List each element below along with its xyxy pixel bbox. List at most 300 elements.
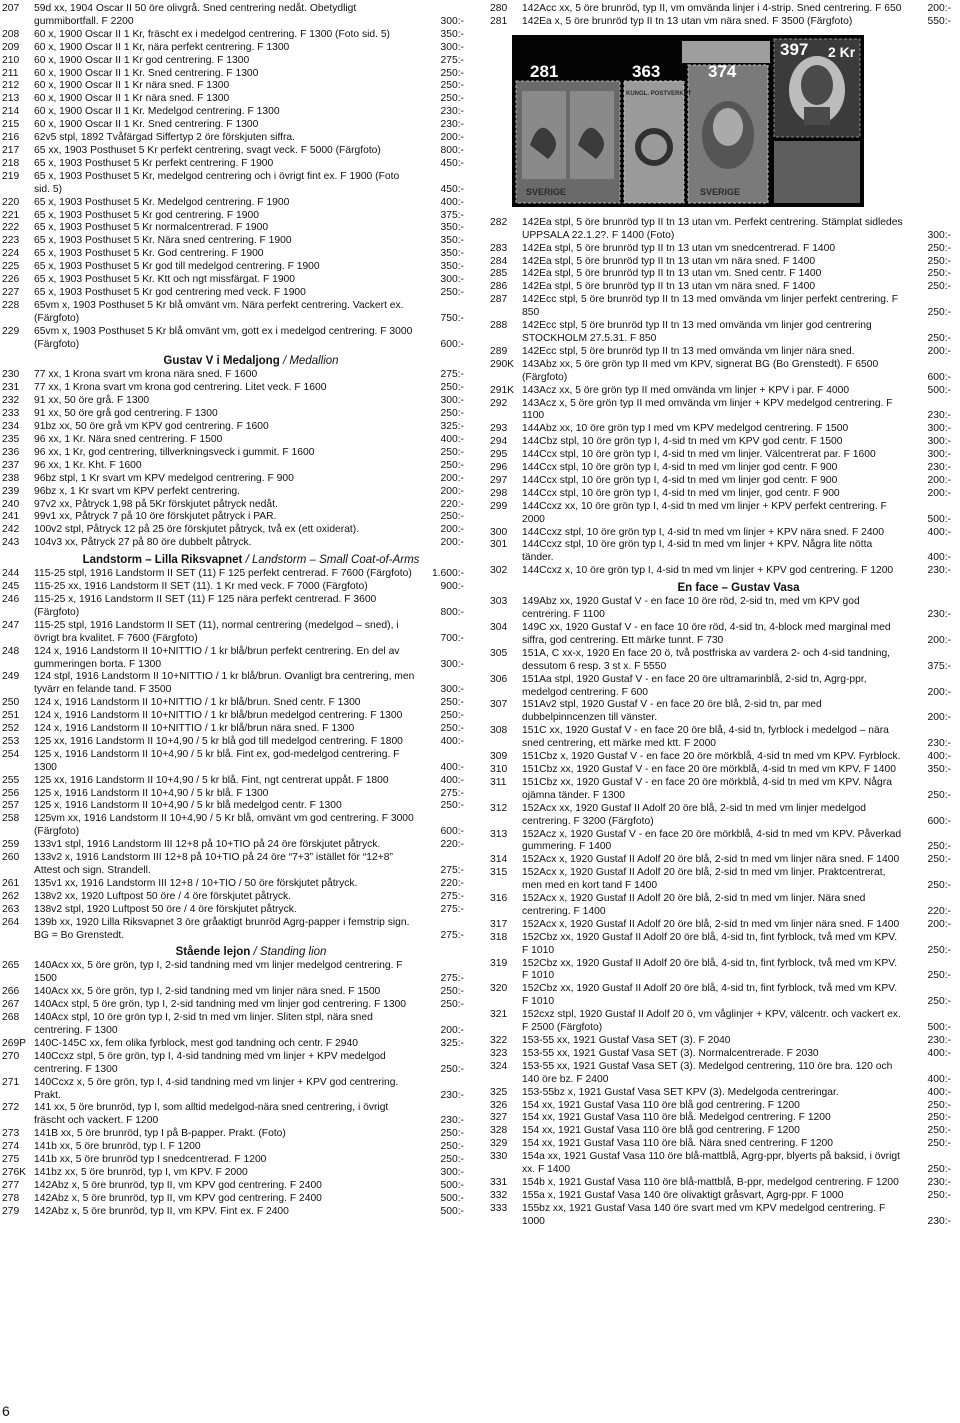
lot-description: 125 xx, 1916 Landstorm II 10+4,90 / 5 kr blå. Fint, ngt centrerat uppåt. F 1800	[34, 774, 389, 786]
lot-number: 223	[2, 235, 20, 247]
lot-entry	[490, 320, 957, 346]
lot-description: 125 x, 1916 Landstorm II 10+4,90 / 5 kr blå medelgod centr. F 1300	[34, 800, 342, 812]
lot-number: 289	[490, 345, 508, 357]
lot-description: 104v3 xx, Påtryck 27 på 80 öre dubbelt påtryck.	[34, 537, 252, 549]
lot-entry	[2, 119, 470, 132]
lot-price: 220:-	[440, 877, 464, 889]
lot-description: 141bz xx, 5 öre brunröd, typ I, vm KPV. F 2000	[34, 1166, 248, 1178]
lot-entry	[2, 697, 470, 710]
lot-number: 306	[490, 673, 508, 685]
lot-description: 142Abz x, 5 öre brunröd, typ II, vm KPV god centrering. F 2400	[34, 1192, 322, 1204]
lot-number: 301	[490, 539, 508, 551]
lot-entry	[2, 878, 470, 891]
lot-price: 230:-	[927, 410, 951, 422]
lot-entry	[2, 1206, 470, 1219]
lot-number: 231	[2, 382, 20, 394]
lot-description: 149C xx, 1920 Gustaf V - en face 10 öre röd, 4-sid tn, 4-block med marginal med siffra, god centrering. Ett märke tunnt. F 730	[522, 622, 891, 646]
lot-price: 200:-	[440, 1024, 464, 1036]
lot-description: 65 x, 1903 Posthuset 5 Kr god centrering med veck. F 1900	[34, 286, 306, 298]
lot-description: 65 x, 1903 Posthuset 5 Kr god centrering. F 1900	[34, 209, 259, 221]
lot-number: 230	[2, 369, 20, 381]
lot-number: 260	[2, 852, 20, 864]
lot-entry	[2, 917, 470, 943]
lot-entry	[490, 674, 957, 700]
lot-description: 99v1 xx, Påtryck 7 på 10 öre förskjutet påtryck i PAR.	[34, 511, 277, 523]
lot-price: 275:-	[440, 890, 464, 902]
lot-entry	[490, 1190, 957, 1203]
lot-description: 154a xx, 1921 Gustaf Vasa 110 öre blå-mattblå, Agrg-ppr, blyerts på baksid, i övrigt xx. F 1400	[522, 1151, 900, 1176]
lot-description: 152Cbz xx, 1920 Gustaf II Adolf 20 öre blå, 4-sid tn, fint fyrblock, två med vm KPV. F 1010	[522, 931, 898, 956]
lot-number: 273	[2, 1128, 20, 1140]
lot-number: 332	[490, 1189, 508, 1201]
lot-list	[2, 369, 470, 550]
lot-entry	[490, 243, 957, 256]
lot-number: 271	[2, 1076, 20, 1088]
lot-number: 242	[2, 524, 20, 536]
lot-number: 277	[2, 1179, 20, 1191]
lot-price: 250:-	[440, 710, 464, 722]
lot-entry	[2, 775, 470, 788]
lot-number: 292	[490, 397, 508, 409]
lot-price: 200:-	[927, 686, 951, 698]
lot-entry	[490, 1138, 957, 1151]
lot-price: 350:-	[440, 248, 464, 260]
lot-price: 250:-	[927, 1164, 951, 1176]
lot-description: 141B xx, 5 öre brunröd, typ I på B-papper. Prakt. (Foto)	[34, 1128, 286, 1140]
lot-number: 269P	[2, 1037, 27, 1049]
photo-label: 2 Kr	[828, 43, 856, 60]
lot-price: 375:-	[927, 660, 951, 672]
lot-description: 140Acx stpl, 5 öre grön, typ I, 2-sid tandning med vm linjer god centrering. F 1300	[34, 999, 407, 1011]
lot-description: 144Ccx stpl, 10 öre grön typ I, 4-sid tn med vm linjer god centr. F 900	[522, 462, 838, 474]
lot-description: 143Abz xx, 5 öre grön typ II med vm KPV, signerat BG (Bo Grenstedt). F 6500 (Färgfoto)	[522, 358, 879, 383]
lot-number: 302	[490, 565, 508, 577]
lot-number: 299	[490, 500, 508, 512]
lot-description: 152Acx x, 1920 Gustaf II Adolf 20 öre blå, 2-sid tn med vm linjer nära sned. F 1400	[522, 918, 900, 930]
lot-entry	[2, 646, 470, 672]
lot-number: 279	[2, 1205, 20, 1217]
lot-entry	[490, 423, 957, 436]
lot-number: 232	[2, 395, 20, 407]
lot-entry	[2, 158, 470, 171]
lot-price: 300:-	[440, 1166, 464, 1178]
lot-entry	[2, 1051, 470, 1077]
lot-price: 230:-	[927, 1176, 951, 1188]
lot-entry	[490, 867, 957, 893]
lot-entry	[2, 434, 470, 447]
lot-description: 96 xx, 1 Kr, god centrering, tillverkningsveck i gummit. F 1600	[34, 446, 315, 458]
lot-entry	[490, 1048, 957, 1061]
lot-price: 400:-	[927, 751, 951, 763]
lot-entry	[2, 42, 470, 55]
lot-number: 252	[2, 723, 20, 735]
lot-description: 96 xx, 1 Kr. Nära sned centrering. F 1500	[34, 434, 223, 445]
lot-entry	[2, 1077, 470, 1103]
lot-entry	[490, 565, 957, 578]
lot-number: 325	[490, 1086, 508, 1098]
lot-description: 60 x, 1900 Oscar II 1 Kr. Sned centrering. F 1300	[34, 119, 259, 131]
lot-description: 152Acx xx, 1920 Gustaf II Adolf 20 öre blå, 2-sid tn med vm linjer medelgod centrering. F 3200 (Färgfoto)	[522, 802, 866, 827]
lot-price: 600:-	[927, 815, 951, 827]
lot-description: 142Abz x, 5 öre brunröd, typ II, vm KPV god centrering. F 2400	[34, 1179, 322, 1191]
lot-description: 151Av2 stpl, 1920 Gustaf V - en face 20 öre blå, 2-sid tn, par med dubbelpinncenzen till vänster.	[522, 699, 822, 724]
lot-entry	[2, 1154, 470, 1167]
lot-description: 60 x, 1900 Oscar II 1 Kr nära sned. F 1300	[34, 93, 230, 105]
lot-entry	[490, 919, 957, 932]
lot-entry	[490, 803, 957, 829]
lot-number: 297	[490, 474, 508, 486]
lot-number: 234	[2, 421, 20, 433]
lot-price: 230:-	[440, 1115, 464, 1127]
lot-price: 400:-	[927, 1073, 951, 1085]
lot-number: 212	[2, 80, 20, 92]
lot-entry	[490, 699, 957, 725]
lot-number: 304	[490, 622, 508, 633]
lot-price: 250:-	[927, 307, 951, 319]
lot-description: 140Acx xx, 5 öre grön, typ I, 2-sid tandning med vm linjer nära sned. F 1500	[34, 986, 381, 998]
lot-number: 268	[2, 1012, 20, 1024]
lot-description: 124 x, 1916 Landstorm II 10+NITTIO / 1 kr blå/brun medelgod centrering. F 1300	[34, 710, 403, 722]
lot-description: 152Acx x, 1920 Gustaf II Adolf 20 öre blå, 2-sid tn med vm linjer. Nära sned centrering. F 1400	[522, 893, 866, 917]
lot-price: 400:-	[440, 196, 464, 208]
lot-price: 200:-	[927, 345, 951, 357]
lot-description: 96bz x, 1 Kr svart vm KPV perfekt centrering.	[34, 485, 241, 497]
lot-entry	[2, 581, 470, 594]
lot-entry	[2, 106, 470, 119]
lot-entry	[490, 385, 957, 398]
lot-entry	[2, 904, 470, 917]
lot-number: 243	[2, 537, 20, 549]
lot-entry	[2, 1167, 470, 1180]
lot-number: 323	[490, 1047, 508, 1059]
lot-description: 59d xx, 1904 Oscar II 50 öre olivgrå. Sned centrering nedåt. Obetydligt gummibortfall. F 2200	[34, 3, 357, 27]
lot-price: 500:-	[440, 1205, 464, 1217]
lot-entry	[2, 408, 470, 421]
lot-entry	[2, 839, 470, 852]
lot-entry	[2, 1012, 470, 1038]
lot-description: 142Ea stpl, 5 öre brunröd typ II tn 13 utan vm nära sned. F 1400	[522, 255, 816, 267]
lot-price: 230:-	[927, 565, 951, 577]
lot-number: 253	[2, 735, 20, 747]
lot-entry	[490, 1100, 957, 1113]
lot-number: 272	[2, 1102, 20, 1114]
lot-price: 220:-	[927, 905, 951, 917]
lot-entry	[490, 854, 957, 867]
lot-number: 259	[2, 839, 20, 851]
lot-price: 250:-	[927, 1099, 951, 1111]
lot-description: 151C xx, 1920 Gustaf V - en face 20 öre blå, 4-sid tn, fyrblock i medelgod – nära sned centrering, ett märke med ktt. F 2000	[522, 725, 889, 750]
lot-number: 321	[490, 1009, 508, 1021]
lot-entry	[2, 369, 470, 382]
lot-description: 155a x, 1921 Gustaf Vasa 140 öre olivaktigt gråsvart, Agrg-ppr. F 1000	[522, 1189, 844, 1201]
lot-description: 60 x, 1900 Oscar II 1 Kr. Medelgod centrering. F 1300	[34, 106, 280, 118]
lot-entry	[2, 568, 470, 581]
lot-price: 250:-	[927, 268, 951, 280]
lot-number: 225	[2, 261, 20, 273]
lot-number: 310	[490, 763, 508, 775]
lot-number: 284	[490, 255, 508, 267]
lot-description: 140Ccxz stpl, 5 öre grön, typ I, 4-sid tandning med vm linjer + KPV medelgod centrering. F 1300	[34, 1050, 386, 1075]
lot-number: 270	[2, 1050, 20, 1062]
lot-number: 251	[2, 710, 20, 722]
lot-list	[2, 568, 470, 942]
lot-price: 250:-	[440, 511, 464, 523]
lot-price: 230:-	[927, 462, 951, 474]
lot-description: 144Ccx stpl, 10 öre grön typ I, 4-sid tn med vm linjer god centr. F 900	[522, 474, 838, 486]
lot-description: 155bz xx, 1921 Gustaf Vasa 140 öre svart med vm KPV medelgod centrering. F 1000	[522, 1202, 886, 1227]
lot-price: 250:-	[440, 1063, 464, 1075]
lot-number: 246	[2, 593, 20, 605]
lot-entry	[490, 268, 957, 281]
lot-price: 400:-	[440, 434, 464, 445]
lot-number: 326	[490, 1099, 508, 1111]
lot-price: 250:-	[927, 1189, 951, 1201]
lot-number: 298	[490, 487, 508, 499]
section-heading: Landstorm – Lilla Riksvapnet / Landstorm – Small Coat-of-Arms	[82, 554, 420, 567]
lot-entry	[2, 29, 470, 42]
lot-entry	[2, 736, 470, 749]
right-column	[490, 3, 957, 1229]
lot-entry	[2, 1193, 470, 1206]
photo-label: 363	[632, 61, 661, 81]
lot-number: 257	[2, 800, 20, 812]
lot-number: 254	[2, 748, 20, 760]
lot-description: 124 stpl, 1916 Landstorm II 10+NITTIO / 1 kr blå/brun. Ovanligt bra centrering, men tyvärr en felande tand. F 3500	[34, 671, 415, 696]
lot-entry	[2, 486, 470, 499]
lot-description: 96 xx, 1 Kr. Kht. F 1600	[34, 459, 142, 471]
lot-price: 200:-	[927, 918, 951, 930]
lot-entry	[490, 398, 957, 424]
photo-label: SVERIGE	[700, 186, 741, 197]
lot-price: 230:-	[440, 119, 464, 131]
lot-number: 262	[2, 890, 20, 902]
lot-entry	[2, 1128, 470, 1141]
lot-entry	[490, 725, 957, 751]
lot-entry	[2, 171, 470, 197]
lot-price: 250:-	[440, 1128, 464, 1140]
lot-description: 151Cbz xx, 1920 Gustaf V - en face 20 öre mörkblå, 4-sid tn med vm KPV. F 1400	[522, 763, 896, 775]
lot-price: 230:-	[440, 1089, 464, 1101]
lot-entry	[2, 287, 470, 300]
lot-price: 600:-	[927, 371, 951, 383]
stamp-photo-image	[512, 35, 864, 207]
lot-price: 400:-	[440, 735, 464, 747]
lot-list	[2, 960, 470, 1218]
lot-price: 250:-	[440, 800, 464, 812]
lot-description: 65vm x, 1903 Posthuset 5 Kr blå omvänt vm, gott ex i medelgod centrering. F 3000 (Färgfoto)	[34, 325, 413, 350]
lot-price: 500:-	[440, 1192, 464, 1204]
lot-entry	[490, 1112, 957, 1125]
lot-list	[490, 3, 957, 29]
lot-entry	[490, 539, 957, 565]
lot-description: 151Cbz x, 1920 Gustaf V - en face 20 öre mörkblå, 4-sid tn med vm KPV. Fyrblock.	[522, 751, 901, 763]
lot-description: 125vm xx, 1916 Landstorm II 10+4,90 / 5 Kr blå, omvänt vm god centrering. F 3000 (Färgfoto)	[34, 813, 414, 838]
lot-number: 275	[2, 1154, 20, 1166]
lot-description: 142Ea stpl, 5 öre brunröd typ II tn 13 utan vm nära sned. F 1400	[522, 281, 816, 293]
lot-entry	[490, 217, 957, 243]
lot-price: 300:-	[440, 684, 464, 696]
lot-entry	[490, 475, 957, 488]
lot-number: 283	[490, 242, 508, 254]
lot-entry	[2, 68, 470, 81]
lot-number: 322	[490, 1035, 508, 1046]
lot-number: 217	[2, 144, 20, 156]
lot-price: 250:-	[440, 408, 464, 420]
lot-price: 250:-	[440, 697, 464, 709]
lot-entry	[490, 1061, 957, 1087]
lot-entry	[490, 596, 957, 622]
lot-description: 65 x, 1903 Posthuset 5 Kr. Ktt och ngt missfärgat. F 1900	[34, 274, 296, 286]
lot-number: 261	[2, 877, 20, 889]
lot-description: 60 x, 1900 Oscar II 1 Kr, nära perfekt centrering. F 1300	[34, 41, 290, 53]
lot-entry	[2, 460, 470, 473]
lot-entry	[2, 749, 470, 775]
lot-entry	[490, 983, 957, 1009]
lot-price: 300:-	[927, 229, 951, 241]
lot-description: 144Ccxz stpl, 10 öre grön typ I, 4-sid tn med vm linjer + KPV. Några lite nötta tänder.	[522, 539, 873, 564]
lot-description: 152Acx x, 1920 Gustaf II Adolf 20 öre blå, 2-sid tn med vm linjer nära sned. F 1400	[522, 854, 900, 866]
lot-price: 400:-	[927, 1047, 951, 1059]
photo-label: 374	[708, 61, 737, 81]
lot-price: 250:-	[927, 854, 951, 866]
lot-number: 309	[490, 751, 508, 763]
lot-price: 325:-	[440, 1037, 464, 1049]
lot-entry	[490, 294, 957, 320]
lot-entry	[490, 346, 957, 359]
lot-entry	[2, 447, 470, 460]
lot-description: 135v1 xx, 1916 Landstorm III 12+8 / 10+TIO / 50 öre förskjutet påtryck.	[34, 877, 358, 889]
lot-entry	[2, 620, 470, 646]
lot-entry	[2, 986, 470, 999]
lot-entry	[2, 93, 470, 106]
lot-entry	[2, 499, 470, 512]
lot-entry	[490, 1203, 957, 1229]
lot-description: 153-55bz x, 1921 Gustaf Vasa SET KPV (3). Medelgoda centreringar.	[522, 1086, 839, 1098]
lot-number: 214	[2, 106, 20, 118]
lot-price: 500:-	[927, 1022, 951, 1034]
lot-price: 250:-	[440, 723, 464, 735]
lot-price: 300:-	[440, 41, 464, 53]
lot-entry	[2, 723, 470, 736]
lot-description: 60 x, 1900 Oscar II 1 Kr god centrering. F 1300	[34, 54, 250, 66]
lot-price: 250:-	[927, 880, 951, 892]
lot-number: 294	[490, 436, 508, 448]
lot-description: 96bz stpl, 1 Kr svart vm KPV medelgod centrering. F 900	[34, 472, 294, 484]
left-column	[2, 3, 470, 1219]
lot-description: 142Abz x, 5 öre brunröd, typ II, vm KPV. Fint ex. F 2400	[34, 1205, 289, 1217]
lot-entry	[490, 488, 957, 501]
lot-entry	[2, 261, 470, 274]
lot-description: 124 x, 1916 Landstorm II 10+NITTIO / 1 kr blå/brun perfekt centrering. En del av gummeringen borta. F 1300	[34, 645, 400, 670]
lot-number: 329	[490, 1138, 508, 1150]
lot-number: 216	[2, 132, 20, 144]
lot-description: 77 xx, 1 Krona svart vm krona nära sned. F 1600	[34, 369, 258, 381]
lot-price: 375:-	[440, 209, 464, 221]
lot-entry	[2, 671, 470, 697]
lot-description: 62v5 stpl, 1892 Tvåfärgad Siffertyp 2 öre förskjuten siffra.	[34, 132, 296, 144]
lot-number: 240	[2, 498, 20, 510]
lot-entry	[2, 210, 470, 223]
lot-entry	[490, 622, 957, 648]
lot-number: 320	[490, 983, 508, 995]
lot-price: 350:-	[440, 222, 464, 234]
lot-description: 115-25 stpl, 1916 Landstorm II SET (11), normal centrering (medelgod – sned), i övrigt bra kvalitet. F 7600 (Färgfoto)	[34, 619, 399, 644]
lot-description: 143Acz x, 5 öre grön typ II med omvända vm linjer + KPV medelgod centrering. F 1100	[522, 397, 893, 422]
lot-price: 350:-	[440, 235, 464, 247]
lot-entry	[2, 326, 470, 352]
lot-description: 125 xx, 1916 Landstorm II 10+4,90 / 5 kr blå god till medelgod centrering. F 1800	[34, 735, 403, 747]
lot-number: 307	[490, 699, 508, 711]
lot-description: 149Abz xx, 1920 Gustaf V - en face 10 öre röd, 2-sid tn, med vm KPV god centrering. F 1100	[522, 596, 860, 621]
lot-price: 200:-	[440, 485, 464, 497]
lot-description: 142Ea stpl, 5 öre brunröd typ II tn 13 utan vm. Perfekt centrering. Stämplat sidledes UPPSALA 22.1.2?. F 1400 (Foto)	[522, 216, 903, 241]
lot-price: 400:-	[927, 552, 951, 564]
lot-number: 210	[2, 54, 20, 66]
lot-price: 250:-	[927, 332, 951, 344]
lot-number: 265	[2, 960, 20, 972]
lot-number: 305	[490, 647, 508, 659]
lot-description: 133v2 x, 1916 Landstorm III 12+8 på 10+TIO på 24 öre “7+3” istället för “12+8” Attest och sign. Strandell.	[34, 852, 393, 876]
lot-number: 316	[490, 893, 508, 905]
lot-entry	[490, 462, 957, 475]
lot-price: 200:-	[927, 634, 951, 646]
lot-number: 333	[490, 1202, 508, 1214]
lot-description: 124 x, 1916 Landstorm II 10+NITTIO / 1 kr blå/brun. Sned centr. F 1300	[34, 697, 361, 709]
lot-entry	[2, 132, 470, 145]
lot-price: 600:-	[440, 338, 464, 350]
lot-price: 450:-	[440, 183, 464, 195]
lot-price: 230:-	[927, 1035, 951, 1046]
lot-price: 350:-	[927, 763, 951, 775]
lot-number: 286	[490, 281, 508, 293]
lot-number: 229	[2, 325, 20, 337]
lot-description: 151A, C xx-x, 1920 En face 20 ö, två postfriska av vardera 2- och 4-sid tandning, dessutom 6 resp. 3 st x. F 5550	[522, 647, 891, 672]
lot-description: 60 x, 1900 Oscar II 1 Kr nära sned. F 1300	[34, 80, 230, 92]
lot-number: 328	[490, 1125, 508, 1137]
lot-number: 258	[2, 813, 20, 825]
lot-number: 207	[2, 3, 20, 14]
lot-description: 151Cbz xx, 1920 Gustaf V - en face 20 öre mörkblå, 4-sid tn med vm KPV. Några ojämna tänder. F 1300	[522, 776, 892, 801]
lot-number: 276K	[2, 1166, 27, 1178]
lot-price: 250:-	[927, 944, 951, 956]
lot-number: 308	[490, 725, 508, 737]
lot-number: 324	[490, 1060, 508, 1072]
lot-entry	[2, 999, 470, 1012]
lot-price: 250:-	[927, 281, 951, 293]
lot-description: 142Ecc stpl, 5 öre brunröd typ II tn 13 med omvända vm linjer god centrering STOCKHOLM 27.5.31. F 850	[522, 320, 872, 344]
lot-entry	[490, 1087, 957, 1100]
lot-description: 144Cbz stpl, 10 öre grön typ I, 4-sid tn med vm KPV god centr. F 1500	[522, 436, 843, 448]
lot-price: 250:-	[440, 1154, 464, 1166]
lot-number: 311	[490, 776, 507, 788]
lot-price: 200:-	[927, 712, 951, 724]
lot-description: 154 xx, 1921 Gustaf Vasa 110 öre blå. Nära sned centrering. F 1200	[522, 1138, 834, 1150]
lot-number: 227	[2, 286, 20, 298]
lot-description: 138v2 xx, 1920 Luftpost 50 öre / 4 öre förskjutet påtryck.	[34, 890, 291, 902]
lot-number: 228	[2, 299, 20, 311]
lot-number: 250	[2, 697, 20, 709]
lot-price: 500:-	[927, 513, 951, 525]
lot-number: 313	[490, 828, 508, 840]
lot-entry	[2, 145, 470, 158]
lot-entry	[490, 893, 957, 919]
lot-number: 238	[2, 472, 20, 484]
lot-description: 142Ecc stpl, 5 öre brunröd typ II tn 13 med omvända vm linjer perfekt centrering. F 850	[522, 294, 899, 319]
lot-number: 315	[490, 867, 508, 879]
lot-number: 222	[2, 222, 20, 234]
lot-description: 151Aa stpl, 1920 Gustaf V - en face 20 öre ultramarinblå, 2-sid tn, Agrg-ppr, medelgod centrering. F 600	[522, 673, 867, 698]
lot-number: 303	[490, 596, 508, 608]
